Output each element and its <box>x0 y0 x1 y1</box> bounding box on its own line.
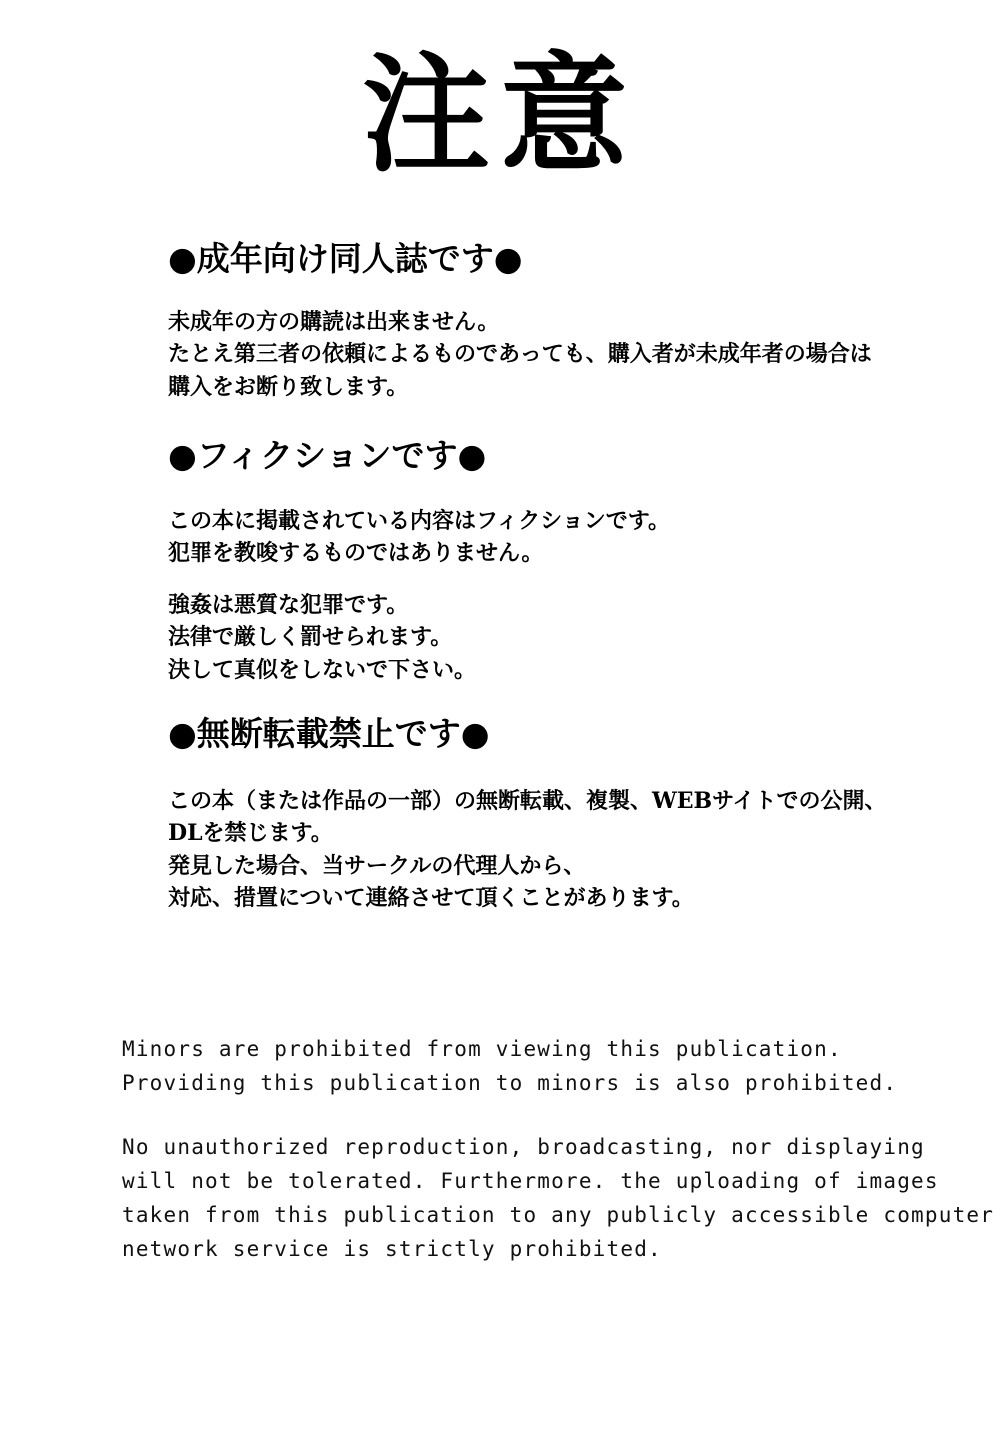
english-paragraph-reproduction <box>122 1130 995 1266</box>
english-line: taken from this publication to any publicly accessible computer <box>122 1203 995 1228</box>
body-line: 決して真似をしないで下さい。 <box>168 656 477 683</box>
english-line: Providing this publication to minors is also prohibited. <box>122 1071 898 1096</box>
page-title: 注意 <box>361 41 638 190</box>
body-line: 対応、措置について連絡させて頂くことがあります。 <box>168 884 694 911</box>
section-body-no-reproduction <box>168 785 928 914</box>
body-line: 犯罪を教唆するものではありません。 <box>168 540 544 567</box>
body-line: 強姦は悪質な犯罪です。 <box>168 592 409 618</box>
body-line: たとえ第三者の依頼によるものであっても、購入者が未成年者の場合は <box>168 341 872 368</box>
english-paragraph-minors <box>122 1032 962 1100</box>
body-line: この本（または作品の一部）の無断転載、複製、WEBサイトでの公開、 <box>168 788 887 814</box>
body-line: 発見した場合、当サークルの代理人から、 <box>168 852 586 879</box>
body-line: 法律で厳しく罰せられます。 <box>168 624 453 651</box>
section-body-fiction <box>168 505 928 570</box>
body-line: 購入をお断り致します。 <box>168 373 409 400</box>
section-body-adult-doujinshi <box>168 306 928 403</box>
section-heading-no-reproduction: ●無断転載禁止です● <box>168 714 490 753</box>
english-line: will not be tolerated. Furthermore. the uploading of images <box>122 1169 939 1194</box>
english-line: Minors are prohibited from viewing this publication. <box>122 1037 842 1061</box>
section-heading-adult-doujinshi: ●成年向け同人誌です● <box>168 239 523 278</box>
english-line: network service is strictly prohibited. <box>122 1237 662 1262</box>
section-body-fiction-warning <box>168 589 928 686</box>
body-line: DLを禁じます。 <box>168 820 333 847</box>
section-heading-fiction: ●フィクションです● <box>168 436 487 475</box>
english-line: No unauthorized reproduction, broadcasting, nor displaying <box>122 1135 925 1159</box>
body-line: 未成年の方の購読は出来ません。 <box>168 309 500 335</box>
body-line: この本に掲載されている内容はフィクションです。 <box>168 508 671 534</box>
